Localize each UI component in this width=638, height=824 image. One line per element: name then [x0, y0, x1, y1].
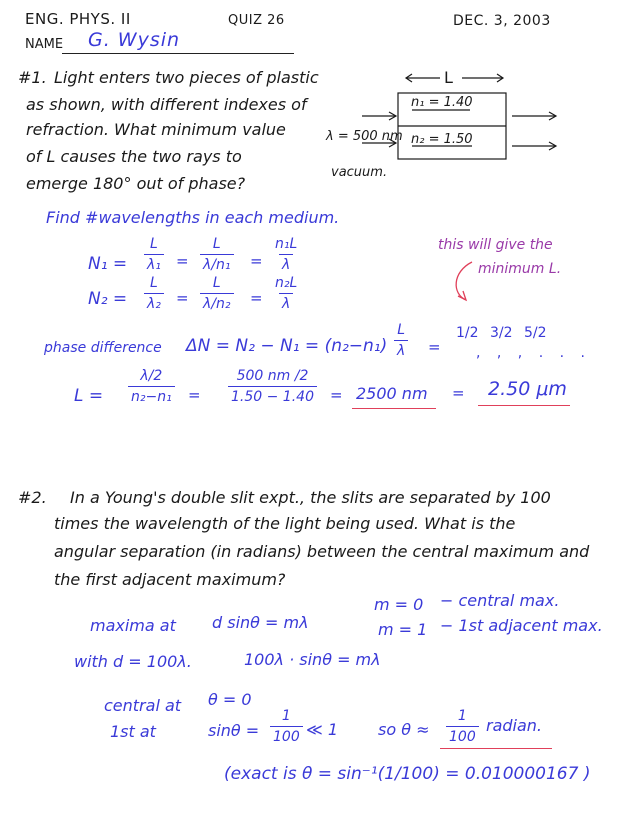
phase-value-1: 1/2 [456, 325, 479, 341]
problem2-line-2: times the wavelength of the light being used. What is the [54, 514, 516, 533]
course-title: ENG. PHYS. II [25, 10, 131, 28]
note-line-2: minimum L. [478, 261, 562, 277]
N2-fraction-2: $\frac{L}{\text{λ/n₂}}$ [200, 275, 234, 312]
answer-underline [440, 748, 552, 749]
problem1-line-4: of L causes the two rays to [26, 147, 242, 166]
L-fraction-2: $\frac{500 nm /2}{1.50 - 1.40}$ [228, 368, 317, 405]
m1-label: m = 1 [378, 620, 428, 639]
m0-desc: − central max. [440, 591, 560, 610]
problem1-line-5: emerge 180° out of phase? [26, 174, 246, 193]
central-label: central at [104, 696, 182, 715]
phase-equals: = [428, 338, 441, 356]
central-eq: θ = 0 [208, 690, 252, 709]
L-result-nm: 2500 nm [356, 384, 428, 403]
result-um-underline [478, 405, 570, 406]
m0-label: m = 0 [374, 595, 424, 614]
N2-equals-1: = [176, 289, 189, 307]
maxima-label: maxima at [90, 616, 176, 635]
N2-lhs: N₂ = [88, 289, 128, 309]
N2-fraction-3: $\frac{\text{n₂L}}{\lambda}$ [275, 275, 298, 312]
exact-value: (exact is θ = sin⁻¹(1/100) = 0.010000167 ) [224, 764, 591, 784]
phase-fraction: $\frac{L}{\lambda}$ [394, 322, 408, 359]
first-fraction: $\frac{1}{100}$ [270, 708, 303, 745]
eq-100-lambda: 100λ · sinθ = mλ [244, 650, 381, 669]
problem1-line-2: as shown, with different indexes of [26, 95, 307, 114]
problem1-number: #1. [18, 68, 47, 87]
L-equals-3: = [452, 384, 465, 402]
so-fraction: $\frac{1}{100}$ [446, 708, 479, 745]
n1-label: n₁ = 1.40 [411, 95, 473, 110]
N2-fraction-1: $\frac{L}{\text{λ₂}}$ [144, 275, 164, 312]
L-equals-1: = [188, 386, 201, 404]
phase-value-2: 3/2 [490, 325, 513, 341]
student-name: G. Wysin [88, 29, 181, 51]
first-eq-rhs: ≪ 1 [306, 720, 339, 739]
N1-fraction-1: $\frac{L}{\text{λ₁}}$ [144, 236, 164, 273]
phase-difference-eq: ΔN = N₂ − N₁ = (n₂−n₁) [186, 336, 388, 356]
m1-desc: − 1st adjacent max. [440, 616, 603, 635]
problem2-line-4: the first adjacent maximum? [54, 570, 286, 589]
L-eq-lhs: L = [74, 386, 104, 406]
maxima-eq: d sinθ = mλ [212, 613, 309, 632]
problem2-line-3: angular separation (in radians) between the central maximum and [54, 542, 590, 561]
quiz-date: DEC. 3, 2003 [453, 13, 551, 29]
L-fraction-1: $\frac{\lambda/2}{\text{n₂−n₁}}$ [128, 368, 175, 405]
n2-label: n₂ = 1.50 [411, 132, 473, 147]
problem1-line-3: refraction. What minimum value [26, 120, 286, 139]
lambda-label: λ = 500 nm [326, 129, 403, 144]
problem2-number: #2. [18, 488, 47, 507]
phase-difference-label: phase difference [44, 340, 162, 356]
N2-equals-2: = [250, 289, 263, 307]
phase-value-3: 5/2 [524, 325, 547, 341]
L-label: L [444, 68, 453, 87]
vacuum-label: vacuum. [331, 165, 388, 180]
note-line-1: this will give the [438, 237, 553, 253]
result-nm-underline [352, 408, 436, 409]
quiz-label: QUIZ 26 [228, 13, 285, 28]
with-d-text: with d = 100λ. [74, 652, 192, 671]
N1-equals-1: = [176, 252, 189, 270]
L-result-um: 2.50 μm [488, 378, 567, 400]
first-eq-lhs: sinθ = [208, 721, 260, 740]
so-theta-text: so θ ≈ [378, 720, 430, 739]
name-label: NAME [25, 37, 64, 52]
N1-fraction-3: $\frac{\text{n₁L}}{\lambda}$ [275, 236, 298, 273]
N1-lhs: N₁ = [88, 254, 128, 274]
problem1-line-1: Light enters two pieces of plastic [54, 68, 319, 87]
phase-dots: , , , . . . [476, 345, 591, 361]
L-equals-2: = [330, 386, 343, 404]
find-wavelengths-text: Find #wavelengths in each medium. [46, 208, 340, 227]
N1-equals-2: = [250, 252, 263, 270]
problem2-line-1: In a Young's double slit expt., the slits are separated by 100 [70, 488, 551, 507]
first-label: 1st at [110, 722, 156, 741]
radian-label: radian. [486, 716, 543, 735]
N1-fraction-2: $\frac{L}{\text{λ/n₁}}$ [200, 236, 234, 273]
